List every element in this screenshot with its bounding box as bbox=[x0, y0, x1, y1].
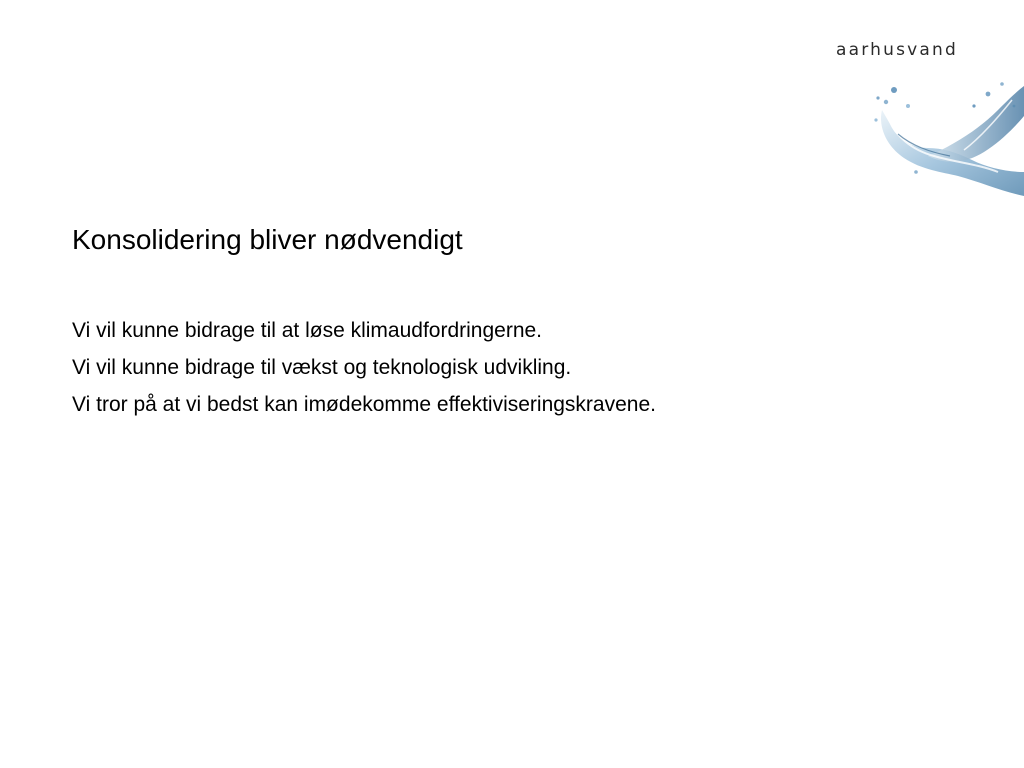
brand-logo-text: aarhusvand bbox=[836, 40, 958, 60]
slide-title: Konsolidering bliver nødvendigt bbox=[72, 224, 463, 255]
body-line: Vi vil kunne bidrage til at løse klimaudfordringerne. bbox=[72, 319, 543, 342]
body-line: Vi tror på at vi bedst kan imødekomme effektiviseringskravene. bbox=[72, 393, 656, 416]
body-text-list bbox=[72, 312, 656, 423]
body-line: Vi vil kunne bidrage til vækst og teknologisk udvikling. bbox=[72, 356, 572, 379]
water-splash-icon bbox=[868, 76, 1024, 202]
